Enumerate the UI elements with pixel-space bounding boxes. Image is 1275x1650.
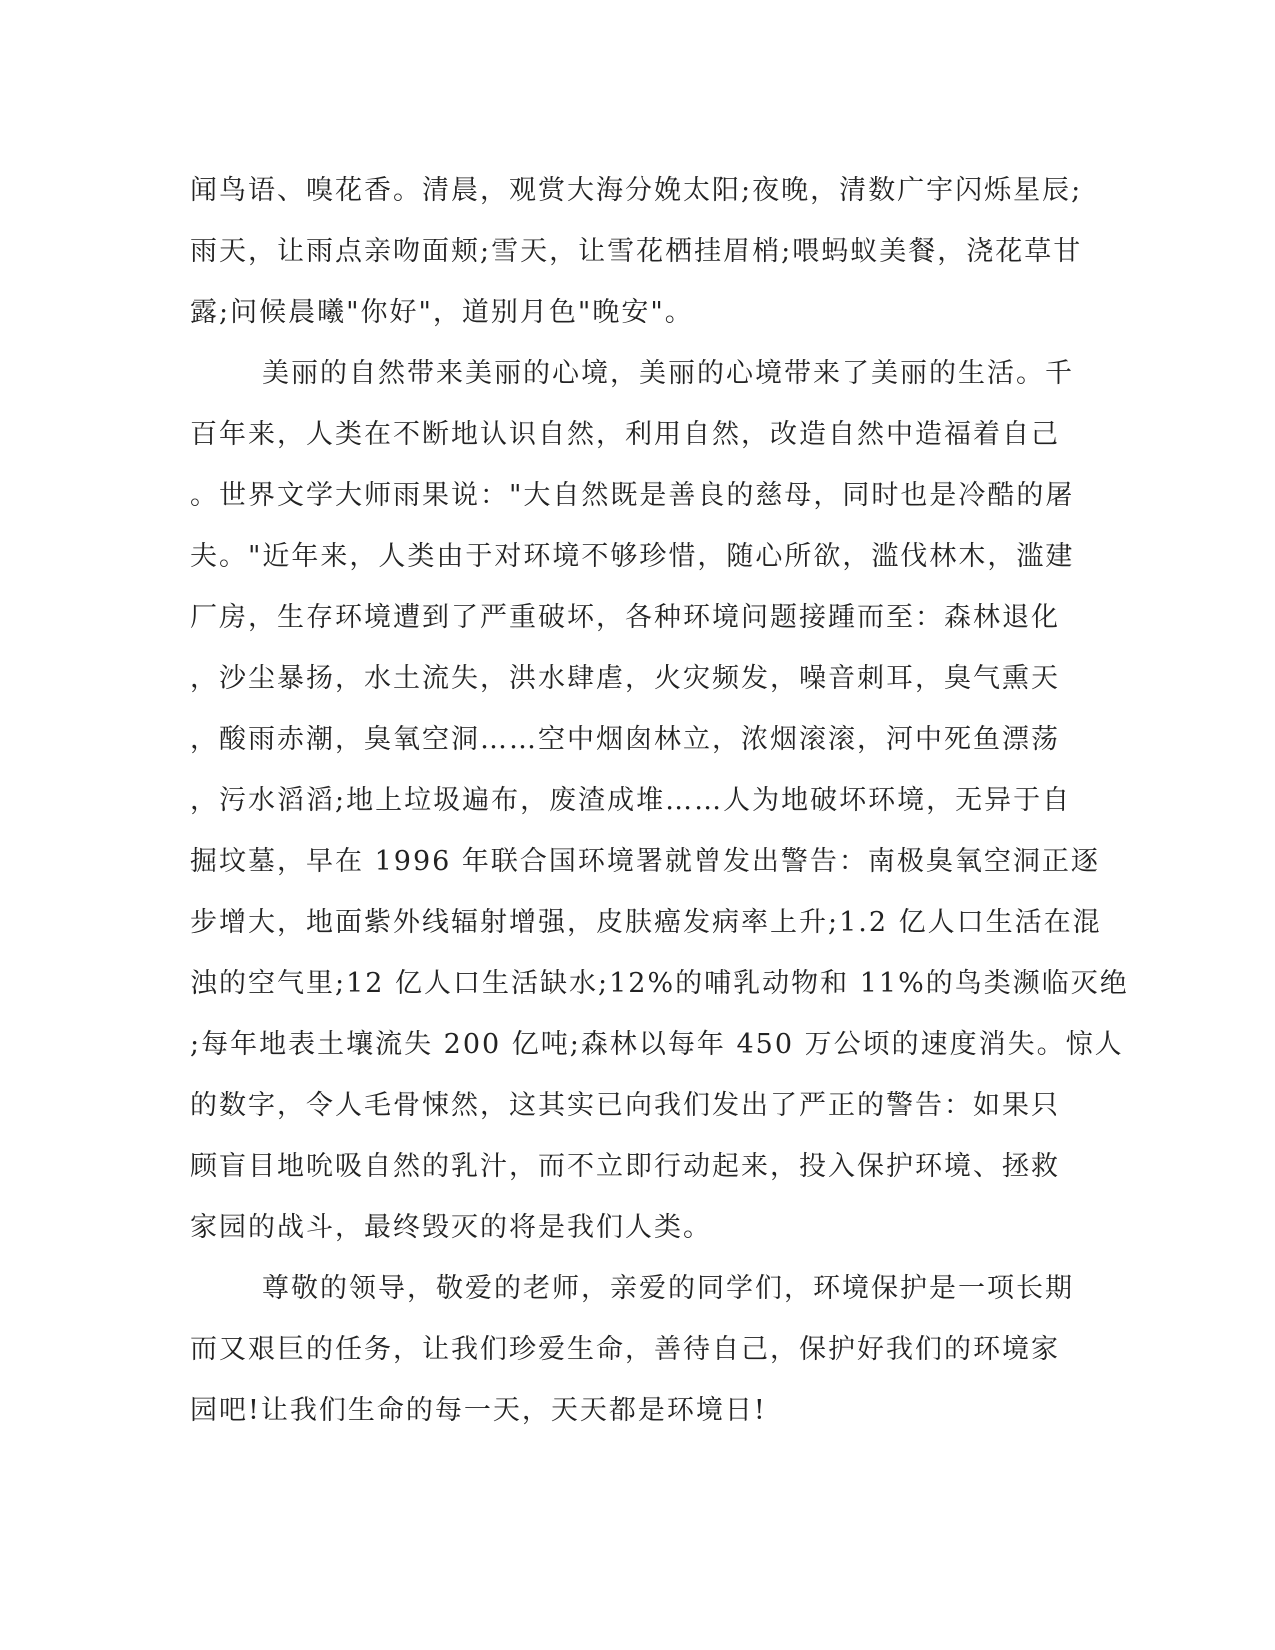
- text-line: 园吧!让我们生命的每一天，天天都是环境日!: [190, 1395, 767, 1426]
- text-line: 雨天，让雨点亲吻面颊;雪天，让雪花栖挂眉梢;喂蚂蚁美餐，浇花草甘: [190, 236, 1083, 267]
- text-line: 步增大，地面紫外线辐射增强，皮肤癌发病率上升;1.2 亿人口生活在混: [190, 907, 1102, 938]
- text-line: 掘坟墓，早在 1996 年联合国环境署就曾发出警告：南极臭氧空洞正逐: [190, 846, 1100, 877]
- text-line: 厂房，生存环境遭到了严重破坏，各种环境问题接踵而至：森林退化: [190, 602, 1060, 633]
- paragraph-3: [190, 1258, 1080, 1441]
- text-line: 夫。"近年来，人类由于对环境不够珍惜，随心所欲，滥伐林木，滥建: [190, 541, 1075, 572]
- text-line: 顾盲目地吮吸自然的乳汁，而不立即行动起来，投入保护环境、拯救: [190, 1151, 1060, 1182]
- text-line: ;每年地表土壤流失 200 亿吨;森林以每年 450 万公顷的速度消失。惊人: [190, 1029, 1124, 1060]
- text-line: 尊敬的领导，敬爱的老师，亲爱的同学们，环境保护是一项长期: [262, 1273, 1074, 1304]
- text-line: 美丽的自然带来美丽的心境，美丽的心境带来了美丽的生活。千: [262, 358, 1074, 389]
- text-line: 的数字，令人毛骨悚然，这其实已向我们发出了严正的警告：如果只: [190, 1090, 1060, 1121]
- text-line: ，污水滔滔;地上垃圾遍布，废渣成堆……人为地破坏环境，无异于自: [190, 785, 1072, 816]
- text-line: 百年来，人类在不断地认识自然，利用自然，改造自然中造福着自己: [190, 419, 1060, 450]
- text-line: 。世界文学大师雨果说："大自然既是善良的慈母，同时也是冷酷的屠: [190, 480, 1075, 511]
- text-line: 而又艰巨的任务，让我们珍爱生命，善待自己，保护好我们的环境家: [190, 1334, 1060, 1365]
- text-line: ，沙尘暴扬，水土流失，洪水肆虐，火灾频发，噪音刺耳，臭气熏天: [190, 663, 1060, 694]
- text-line: 露;问候晨曦"你好"，道别月色"晚安"。: [190, 297, 694, 328]
- paragraph-2: [190, 343, 1129, 1258]
- document-body: [190, 160, 1129, 1441]
- paragraph-1: [190, 160, 1083, 343]
- text-line: ，酸雨赤潮，臭氧空洞……空中烟囱林立，浓烟滚滚，河中死鱼漂荡: [190, 724, 1060, 755]
- text-line: 家园的战斗，最终毁灭的将是我们人类。: [190, 1212, 712, 1243]
- text-line: 闻鸟语、嗅花香。清晨，观赏大海分娩太阳;夜晚，清数广宇闪烁星辰;: [190, 175, 1083, 206]
- text-line: 浊的空气里;12 亿人口生活缺水;12%的哺乳动物和 11%的鸟类濒临灭绝: [190, 968, 1129, 999]
